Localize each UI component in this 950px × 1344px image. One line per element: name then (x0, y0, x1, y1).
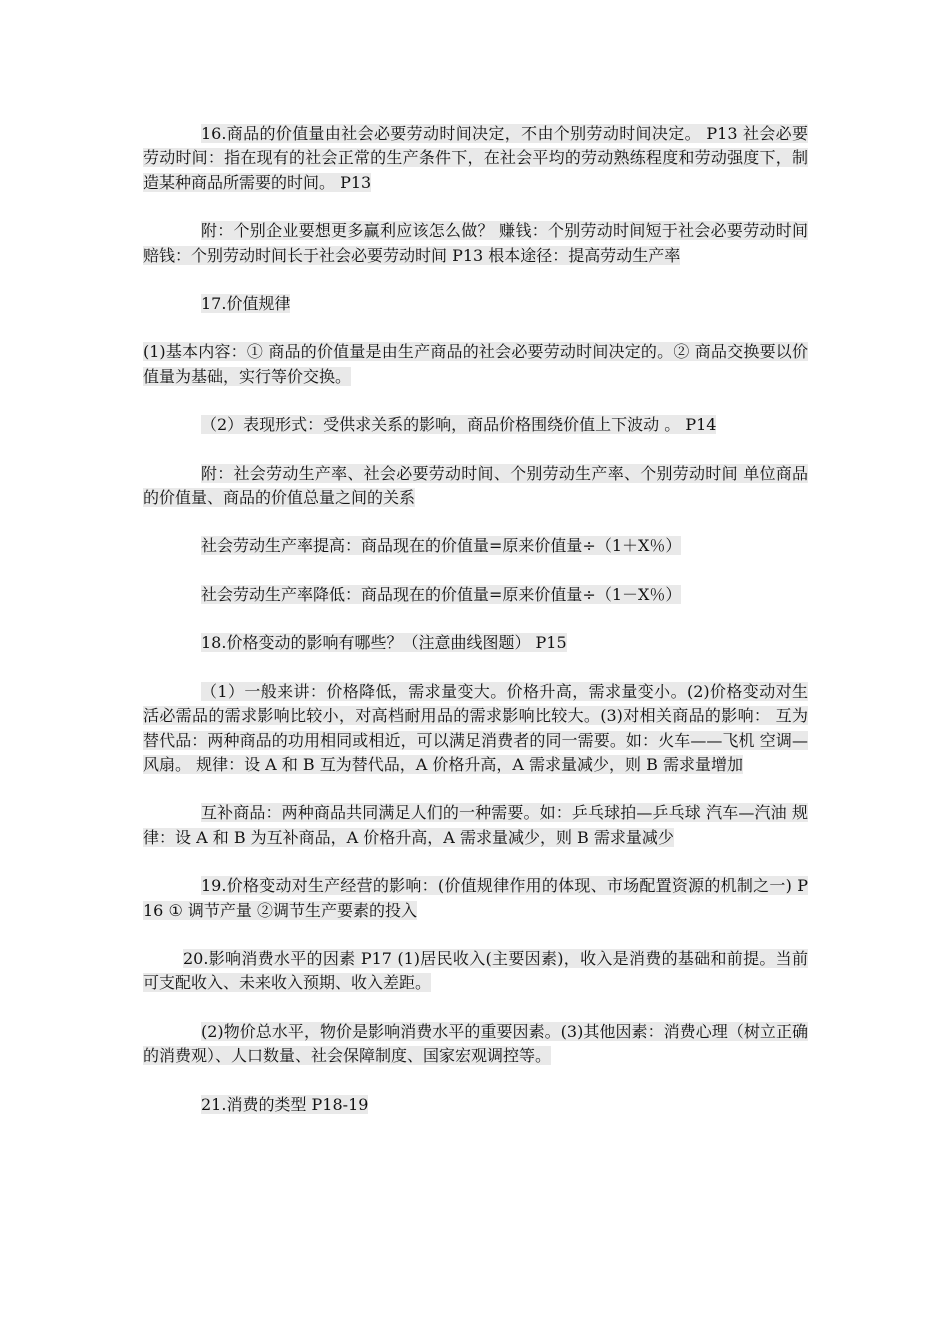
paragraph-price-level-factors (143, 1020, 808, 1069)
paragraph-appendix-relationship (143, 462, 808, 511)
paragraph-text: 互补商品：两种商品共同满足人们的一种需要。如：乒乓球拍—乒乓球 汽车—汽油 规律：设 A 和 B 为互补商品，A 价格升高，A 需求量减少，则 B 需求量减少 (143, 803, 808, 847)
paragraph-demand-effects (143, 680, 808, 778)
paragraph-20-consumption-factors (143, 947, 808, 996)
document-page (143, 122, 808, 1117)
paragraph-text: 18.价格变动的影响有哪些？（注意曲线图题） P15 (201, 633, 567, 653)
paragraph-16-value-quantity (143, 122, 808, 195)
heading-18-price-change-effects (143, 631, 808, 655)
paragraph-form-of-expression (143, 413, 808, 437)
paragraph-text: 附：个别企业要想更多赢利应该怎么做？ 赚钱：个别劳动时间短于社会必要劳动时间 赔钱：个别劳动时间长于社会必要劳动时间 P13 根本途径：提高劳动生产率 (143, 221, 808, 265)
paragraph-complementary-goods (143, 801, 808, 850)
paragraph-text: 16.商品的价值量由社会必要劳动时间决定，不由个别劳动时间决定。 P13 社会必要劳动时间：指在现有的社会正常的生产条件下，在社会平均的劳动熟练程度和劳动强度下，制造某种商品所需要的时间。 P13 (143, 124, 808, 192)
paragraph-text: (1)基本内容：① 商品的价值量是由生产商品的社会必要劳动时间决定的。② 商品交换要以价值量为基础，实行等价交换。 (143, 342, 808, 386)
paragraph-text: （2）表现形式：受供求关系的影响，商品价格围绕价值上下波动 。 P14 (201, 415, 717, 435)
formula-productivity-decrease (143, 583, 808, 607)
paragraph-text: (2)物价总水平，物价是影响消费水平的重要因素。(3)其他因素：消费心理（树立正确的消费观）、人口数量、社会保障制度、国家宏观调控等。 (143, 1021, 808, 1066)
paragraph-text: 21.消费的类型 P18-19 (201, 1094, 369, 1114)
paragraph-text: 社会劳动生产率降低：商品现在的价值量=原来价值量÷（1－X％） (201, 584, 682, 604)
paragraph-text: 17.价值规律 (201, 294, 291, 314)
paragraph-appendix-profit (143, 219, 808, 268)
formula-productivity-increase (143, 534, 808, 558)
heading-17-law-of-value (143, 292, 808, 316)
paragraph-text: 19.价格变动对生产经营的影响：(价值规律作用的体现、市场配置资源的机制之一) P16 ① 调节产量 ②调节生产要素的投入 (143, 876, 808, 920)
heading-21-consumption-types (143, 1093, 808, 1117)
paragraph-text: 20.影响消费水平的因素 P17 (1)居民收入(主要因素)，收入是消费的基础和前提。当前可支配收入、未来收入预期、收入差距。 (143, 948, 808, 993)
paragraph-text: （1）一般来讲：价格降低，需求量变大。价格升高，需求量变小。(2)价格变动对生活必需品的需求影响比较小，对高档耐用品的需求影响比较大。(3)对相关商品的影响： 互为替代品：两种商品的功用相同或相近，可以满足消费者的同一需要。如：火车——飞机 空调—风扇。 规律：设 A 和 B 互为替代品，A 价格升高，A 需求量减少，则 B 需求量增加 (143, 681, 808, 774)
paragraph-19-production-effects (143, 874, 808, 923)
paragraph-text: 社会劳动生产率提高：商品现在的价值量=原来价值量÷（1＋X％） (201, 536, 682, 556)
paragraph-basic-content (143, 340, 808, 389)
paragraph-text: 附：社会劳动生产率、社会必要劳动时间、个别劳动生产率、个别劳动时间 单位商品的价值量、商品的价值总量之间的关系 (143, 463, 808, 508)
